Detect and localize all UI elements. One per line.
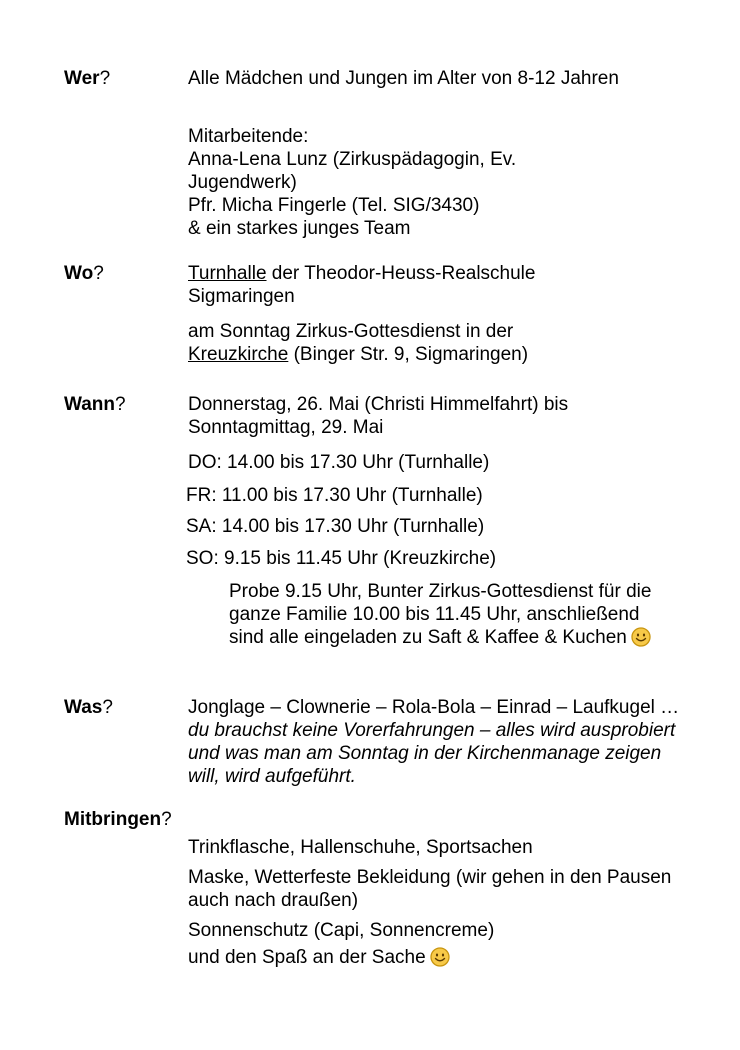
smiley-icon [430, 947, 450, 967]
wo-place-2: am Sonntag Zirkus-Gottesdienst in der Kreuzkirche (Binger Str. 9, Sigmaringen) [188, 321, 529, 365]
team-list [188, 125, 718, 240]
so-detail-block [229, 580, 699, 649]
wo-place-1: Turnhalle der Theodor-Heuss-Realschule Sigmaringen [188, 263, 536, 307]
section-wer [188, 67, 718, 90]
turnhalle-link[interactable]: Turnhalle [188, 263, 267, 284]
section-wann [188, 393, 718, 439]
team-member-3: & ein starkes junges Team [188, 218, 411, 239]
mitbringen-item-2: Maske, Wetterfeste Bekleidung (wir gehen in den Pausen auch nach draußen) [188, 867, 672, 911]
section-mitbringen [188, 836, 718, 859]
mitbringen-item-1: Trinkflasche, Hallenschuhe, Sportsachen [188, 837, 533, 858]
schedule-do: DO: 14.00 bis 17.30 Uhr (Turnhalle) [188, 452, 490, 473]
smiley-icon [631, 627, 651, 647]
label-mitbringen: Mitbringen? [64, 809, 172, 830]
so-detail: Probe 9.15 Uhr, Bunter Zirkus-Gottesdienst für die ganze Familie 10.00 bis 11.45 Uhr, anschließend sind alle eingeladen zu Saft & Kaffee & Kuchen [229, 581, 652, 648]
team-heading: Mitarbeitende: [188, 126, 309, 147]
schedule-so: SO: 9.15 bis 11.45 Uhr (Kreuzkirche) [186, 548, 497, 569]
mitbringen-item-3: Sonnenschutz (Capi, Sonnencreme) [188, 920, 495, 941]
label-wo: Wo? [64, 263, 104, 284]
kreuzkirche-link[interactable]: Kreuzkirche [188, 344, 289, 365]
wer-text: Alle Mädchen und Jungen im Alter von 8-12 Jahren [188, 68, 619, 89]
wann-range: Donnerstag, 26. Mai (Christi Himmelfahrt) bis Sonntagmittag, 29. Mai [188, 394, 569, 438]
mitbringen-items-last [188, 919, 718, 969]
was-text: Jonglage – Clownerie – Rola-Bola – Einrad – Laufkugel … du brauchst keine Vorerfahrungen – alles wird ausprobiert und was man am Sonntag in der Kirchenmanage zeigen will, wird aufgeführt. [188, 697, 680, 787]
section-wo [188, 262, 718, 308]
schedule-sa: SA: 14.00 bis 17.30 Uhr (Turnhalle) [186, 516, 485, 537]
label-was: Was? [64, 697, 113, 718]
wo-sunday [188, 320, 718, 366]
section-was [188, 696, 688, 788]
label-wer: Wer? [64, 68, 111, 89]
mitbringen-items-rest [188, 866, 718, 912]
mitbringen-item-4: und den Spaß an der Sache [188, 946, 718, 969]
schedule-fr: FR: 11.00 bis 17.30 Uhr (Turnhalle) [186, 485, 483, 506]
label-wann: Wann? [64, 394, 126, 415]
team-member-2: Pfr. Micha Fingerle (Tel. SIG/3430) [188, 195, 480, 216]
team-member-1: Anna-Lena Lunz (Zirkuspädagogin, Ev. Jugendwerk) [188, 149, 517, 193]
